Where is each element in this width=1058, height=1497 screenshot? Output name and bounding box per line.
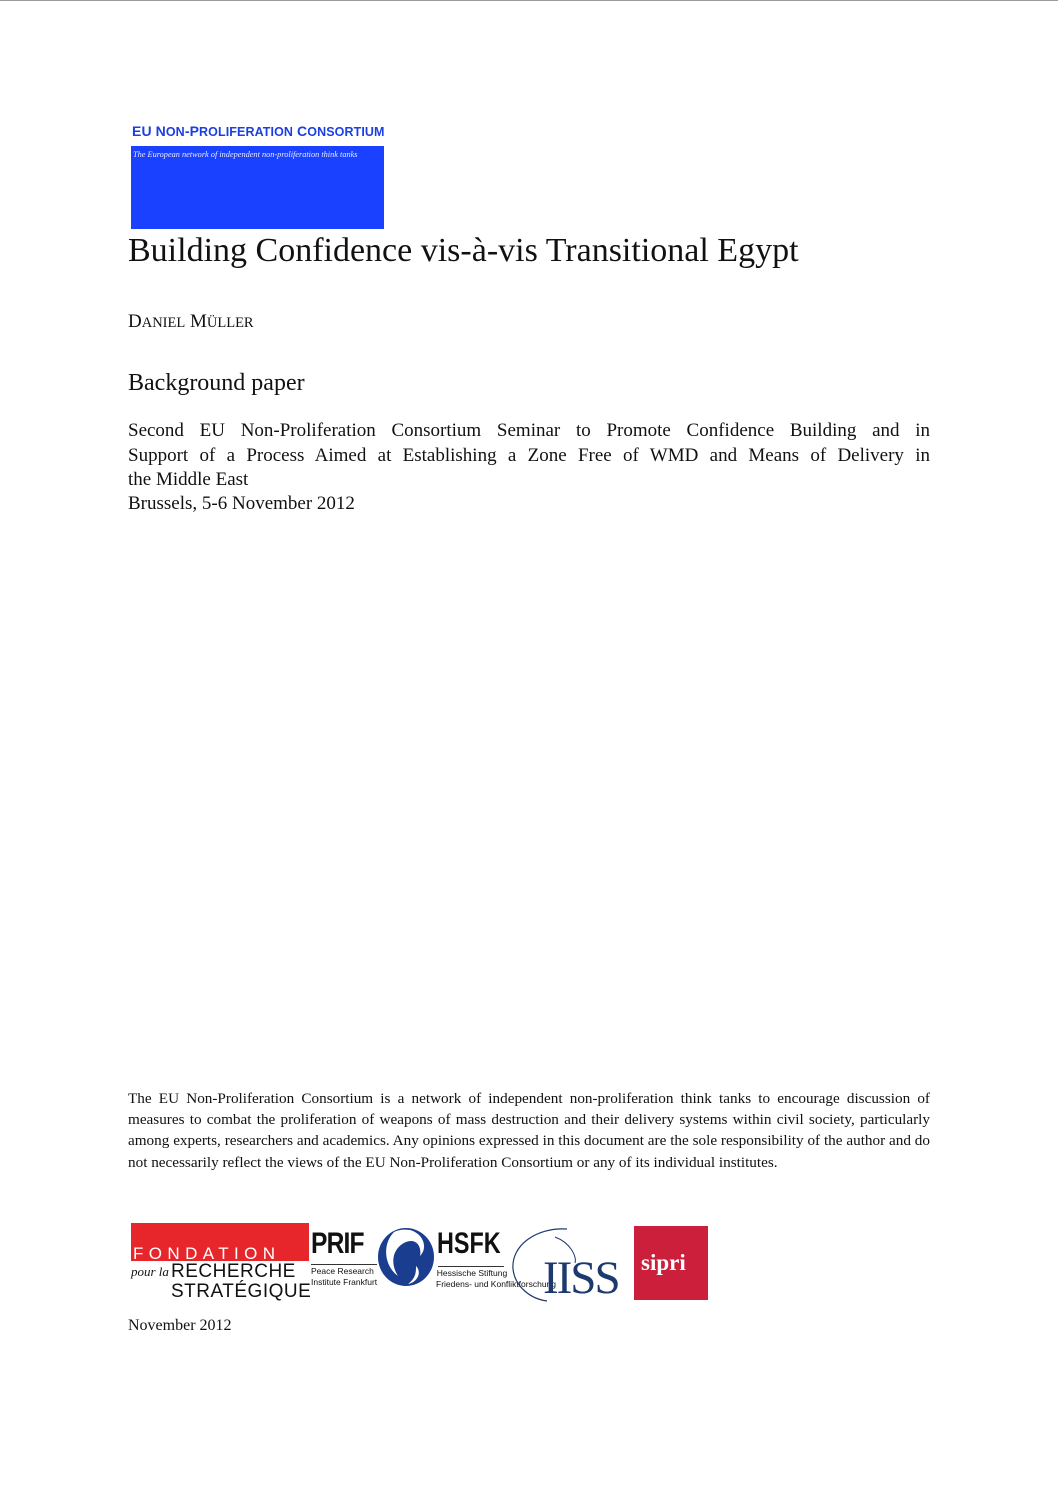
document-type: Background paper — [128, 370, 305, 396]
hsfk-divider — [438, 1266, 504, 1267]
frs-pour-la-text: pour la — [131, 1264, 169, 1279]
hsfk-logo — [436, 1223, 557, 1301]
hsfk-globe-icon — [376, 1226, 436, 1288]
disclaimer-paragraph: The EU Non-Proliferation Consortium is a network of independent non-proliferation think tanks to encourage discussion of measures to combat the proliferation of weapons of mass destruction and their delivery systems within civil society, particularly among experts, researchers and academics. Any opinions expressed in this document are the sole responsibility of the author and do not necessarily reflect the views of the EU Non-Proliferation Consortium or any of its individual institutes. — [128, 1090, 930, 1171]
eu-npc-logo-box — [131, 146, 384, 229]
eu-npc-logo-tagline: The European network of independent non-proliferation think tanks — [133, 150, 358, 159]
event-line: the Middle East — [128, 469, 249, 490]
sipri-name: sipri — [641, 1250, 686, 1275]
prif-divider — [311, 1264, 377, 1265]
page-top-border — [0, 0, 1058, 1]
document-title: Building Confidence vis-à-vis Transitional Egypt — [128, 232, 799, 269]
iiss-logo — [507, 1223, 637, 1303]
eu-npc-logo — [131, 119, 384, 229]
sipri-logo — [634, 1226, 708, 1300]
publication-date: November 2012 — [128, 1317, 232, 1334]
event-line: Second EU Non-Proliferation Consortium Seminar to Promote Confidence Building and in — [128, 420, 930, 441]
frs-fondation-text: FONDATION — [133, 1244, 281, 1263]
prif-logo — [309, 1223, 381, 1301]
event-location-date: Brussels, 5-6 November 2012 — [128, 493, 355, 514]
author-name: DANIEL MÜLLER — [128, 311, 254, 332]
eu-npc-logo-title: EU NON-PROLIFERATION CONSORTIUM — [132, 123, 385, 139]
iiss-name: IISS — [543, 1252, 619, 1304]
event-description — [128, 419, 930, 493]
hsfk-name: HSFK — [437, 1227, 501, 1260]
event-line: Support of a Process Aimed at Establishing a Zone Free of WMD and Means of Delivery in — [128, 444, 930, 466]
prif-subtitle: Peace Research Institute Frankfurt — [311, 1266, 378, 1287]
prif-name: PRIF — [311, 1227, 364, 1260]
frs-recherche-text: RECHERCHE — [171, 1261, 296, 1282]
partner-logos — [131, 1223, 711, 1303]
frs-logo — [131, 1223, 312, 1302]
hsfk-subtitle: Hessische Stiftung Friedens- und Konfliktforschung — [436, 1268, 557, 1289]
frs-strategique-text: STRATÉGIQUE — [171, 1281, 312, 1302]
